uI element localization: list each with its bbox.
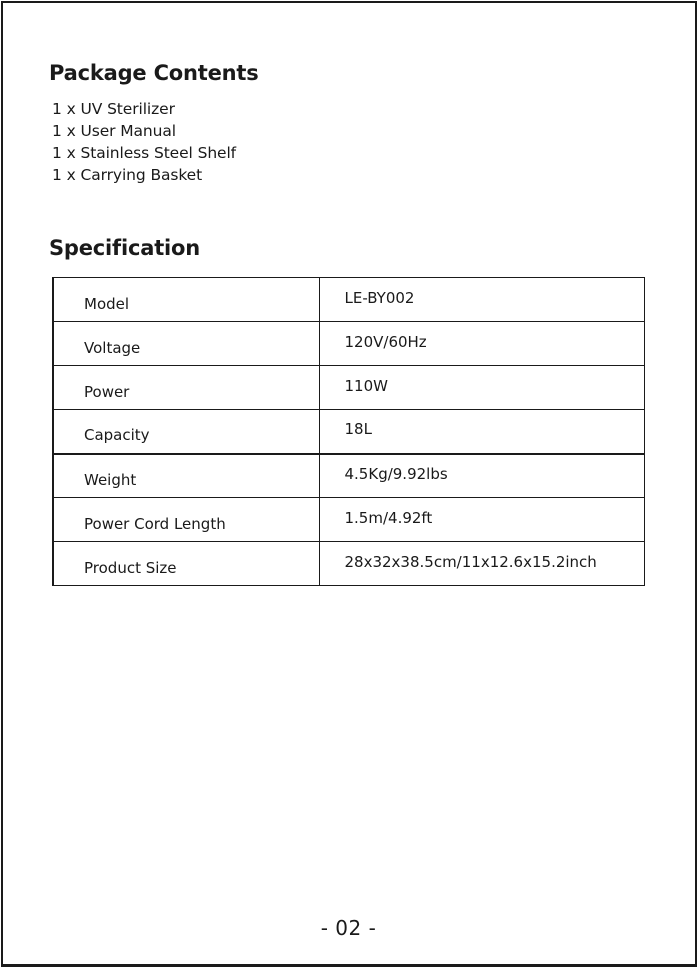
spec-label: Voltage bbox=[84, 338, 141, 357]
package-contents-heading: Package Contents bbox=[49, 61, 259, 85]
spec-label: Weight bbox=[84, 470, 137, 489]
table-row bbox=[53, 542, 645, 586]
spec-label-cell bbox=[53, 454, 319, 498]
spec-value: 18L bbox=[344, 420, 372, 439]
spec-value: 120V/60Hz bbox=[344, 332, 427, 351]
spec-label: Power Cord Length bbox=[84, 514, 226, 533]
spec-label-cell bbox=[53, 322, 319, 366]
spec-label: Model bbox=[84, 294, 130, 313]
spec-label-cell bbox=[53, 278, 319, 322]
spec-value: 4.5Kg/9.92lbs bbox=[344, 464, 448, 483]
table-row bbox=[53, 454, 645, 498]
spec-label-cell bbox=[53, 410, 319, 454]
table-row bbox=[53, 366, 645, 410]
list-item: 1 x Carrying Basket bbox=[52, 166, 203, 184]
spec-label-cell bbox=[53, 366, 319, 410]
table-row bbox=[53, 278, 645, 322]
spec-value: 110W bbox=[344, 376, 388, 395]
spec-value-cell bbox=[319, 498, 645, 542]
spec-value-cell bbox=[319, 542, 645, 586]
spec-value-cell bbox=[319, 366, 645, 410]
spec-label: Product Size bbox=[84, 558, 177, 577]
spec-value: 28x32x38.5cm/11x12.6x15.2inch bbox=[344, 552, 597, 571]
specification-heading: Specification bbox=[49, 236, 201, 260]
list-item: 1 x UV Sterilizer bbox=[52, 100, 175, 118]
spec-value-cell bbox=[319, 278, 645, 322]
list-item: 1 x User Manual bbox=[52, 122, 176, 140]
spec-label-cell bbox=[53, 542, 319, 586]
list-item: 1 x Stainless Steel Shelf bbox=[52, 144, 237, 162]
package-contents-list bbox=[52, 98, 236, 186]
spec-label: Capacity bbox=[84, 426, 150, 445]
spec-value: 1.5m/4.92ft bbox=[344, 508, 433, 527]
specification-table bbox=[52, 277, 645, 586]
table-row bbox=[53, 322, 645, 366]
spec-label: Power bbox=[84, 382, 130, 401]
page-number: - 02 - bbox=[320, 916, 377, 940]
spec-value: LE-BY002 bbox=[344, 288, 415, 307]
spec-label-cell bbox=[53, 498, 319, 542]
spec-value-cell bbox=[319, 322, 645, 366]
spec-value-cell bbox=[319, 454, 645, 498]
table-row bbox=[53, 410, 645, 454]
table-row bbox=[53, 498, 645, 542]
spec-value-cell bbox=[319, 410, 645, 454]
